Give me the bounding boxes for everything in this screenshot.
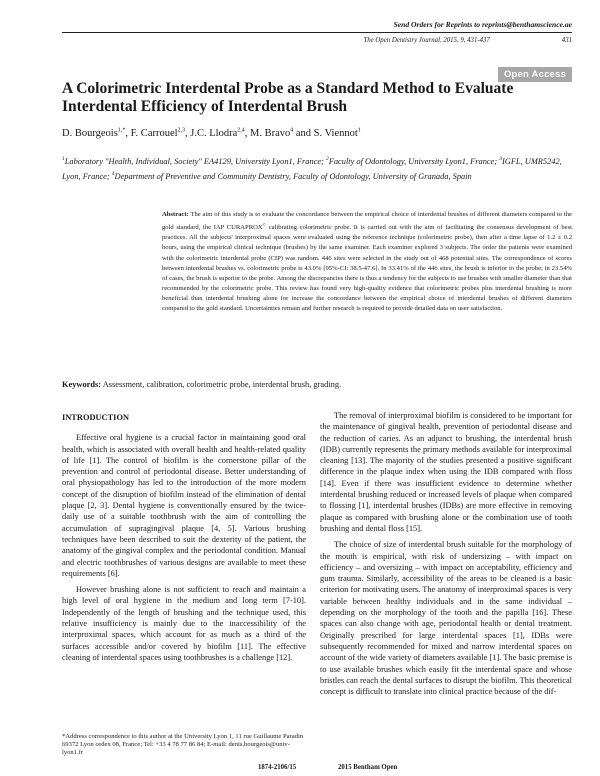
author-affiliation-ref: 2,3 <box>177 127 186 133</box>
author: F. Carrouel$^{2,3}$, <box>130 127 191 139</box>
affiliation: Faculty of Odontology, University Lyon1, France; <box>328 156 500 166</box>
author: D. Bourgeois$^{1,*}$, <box>62 127 131 139</box>
affiliations <box>62 153 572 183</box>
paragraph: The choice of size of interdental brush suitable for the morphology of the mouth is empirical, with risk of undersizing – with impact on efficiency – and oversizing – with impact on acceptability, efficiency and gum trauma. Similarly, accessibility of the areas to be cleaned is a basic criterion for motivating users. The anatomy of interproximal spaces is very variable between healthy individuals and in the same individual – depending on the morphology of the tooth and the papilla [16]. These spaces can also change with age, periodontal health or dental treatment. Originally prescribed for large interdental spaces [1], IDBs were subsequently recommended for mixed and narrow interdental spaces on account of the wide variety of diameters available [1]. The basic premise is to use available brushes which easily fit the interdental space and whose bristles can reach the dental surfaces to disrupt the biofilm. This theoretical concept is difficult to translate into clinical practice because of the dif- <box>320 540 572 697</box>
author-list <box>62 127 572 139</box>
left-column <box>62 412 306 663</box>
journal-reference: The Open Dentistry Journal, 2015, 9, 431-437 <box>363 37 490 44</box>
affiliation: Laboratory "Health, Individual, Society" EA4129, University Lyon1, France; <box>64 156 326 166</box>
reprints-notice: Send Orders for Reprints to reprints@benthamscience.ae <box>393 20 572 29</box>
correspondence-footnote: *Address correspondence to this author at the University Lyon 1, 11 rue Guillaume Paradin 69372 Lyon cedex 08, France; Tel: +33 4 78 77 86 84; E-mail: denis.bourgeois@univ-lyon1.fr <box>62 733 304 757</box>
author-affiliation-ref: 4 <box>290 127 294 133</box>
affiliation: Department of Preventive and Community Dentistry, Faculty of Odontology, University of Granada, Spain <box>114 172 472 181</box>
affiliation-number: 1 <box>62 156 65 162</box>
affiliation-number: 3 <box>499 156 502 162</box>
header-rule <box>62 32 572 33</box>
keywords <box>62 380 572 389</box>
author-affiliation-ref: 2,4 <box>237 127 245 133</box>
paragraph: Effective oral hygiene is a crucial factor in maintaining good oral health, which is associated with overall health and health-related quality of life [1]. The control of biofilm is the cornerstone pillar of the prevention and control of periodontal disease. Better understanding of oral physiopathology has led to the introduction of the more modern concept of the disruption of biofilm instead of the elimination of dental plaque [2, 3]. Dental hygiene is conventionally ensured by the twice-daily use of a suitable toothbrush with the aim of controlling the accumulation of supragingival plaque [4, 5]. Various brushing techniques have been described to suit the dexterity of the patient, the anatomy of the gingival complex and the periodontal condition. Manual and electric toothbrushes of various designs are available to meet these requirements [6]. <box>62 433 306 578</box>
author-name: S. Viennot <box>313 127 358 139</box>
author: J.C. Llodra$^{2,4}$, <box>190 127 250 139</box>
publisher: 2015 Bentham Open <box>338 764 398 771</box>
affiliation: IGFL, UMR5242, Lyon, France; <box>62 156 562 181</box>
author-affiliation-ref: 1 <box>357 127 361 133</box>
article-title: A Colorimetric Interdental Probe as a Standard Method to Evaluate Interdental Efficiency of Interdental Brush <box>62 80 514 115</box>
abstract-text-continued: calibrating colorimetric probe. It is carried out with the aim of facilitating the consensus development of best practices. All the subjects' interproximal spaces were evaluated using the reference technique (colorimetric probe), then after a time lapse of 1.2 ± 0.2 hours, using the empirical clinical technique (brushes) by the same examiner. Each examiner explored 3 subjects. The order the patients were examined with the colorimetric interdental probe (CIP) was random. 446 sites were selected in the study out of 468 potential sites. The correspondence of scores between interdental brushes vs. colorimetric probe is 43.0% [95%-CI: 38.5-47.6]. In 33.41% of the 446 sites, the brush is inferior to the probe; in 23.54% of cases, the brush is superior to the probe. Among the discrepancies there is thus a tendency for the subjects to use brushes with smaller diameter than that recommended by the colorimetric probe. This review has found very high-quality evidence that colorimetric probes plus interdental brushing is more beneficial than interdental brushing alone for increase the concordance between the empirical choice of interdental brushes of different diameters compared to the gold standard. Uncertainties remain and further research is required to provide detailed data on user satisfaction. <box>162 224 573 313</box>
journal-header <box>0 37 572 44</box>
author <box>314 128 361 139</box>
abstract <box>162 210 572 314</box>
paragraph: The removal of interproximal biofilm is considered to be important for the maintenance of gingival health, prevention of periodontal disease and the reduction of caries. As an adjunct to brushing, the interdental brush (IDB) currently represents the primary methods available for interproximal cleaning [13]. The majority of the studies presented a positive significant difference in the plaque index when using the IDB compared with floss [14]. Even if there was insufficient evidence to determine whether interdental brushing reduced or increased levels of plaque when compared to flossing [1], interdental brushes (IDBs) are more effective in removing plaque as compared with brushing alone or the combination use of tooth brushing and dental floss [15]. <box>320 411 572 533</box>
author: M. Bravo$^4$ and <box>250 127 314 139</box>
paragraph: However brushing alone is not sufficient to reach and maintain a high level of oral hygiene in the medium and long term [7-10]. Independently of the length of brushing and the technique used, this relative insufficiency is mainly due to the inaccessibility of the interproximal spaces, which account for as much as a third of the surfaces accessible and/or covered by biofilm [11]. The effective cleaning of interdental spaces using toothbrushes is a challenge [12]. <box>62 585 306 662</box>
open-access-badge: Open Access <box>498 67 572 82</box>
copyright-mark: © <box>262 222 267 228</box>
affiliation-number: 4 <box>111 171 115 178</box>
author-name: J.C. Llodra <box>190 127 238 139</box>
right-column <box>320 410 572 697</box>
abstract-text: The aim of this study is to evaluate the concordance between the empirical choice of interdental brushes of different diameters compared to the gold standard, the IAP CURAPROX <box>162 211 572 232</box>
abstract-label: Abstract: <box>162 211 189 218</box>
affiliation-number: 2 <box>326 156 329 162</box>
author-name: D. Bourgeois <box>62 127 118 139</box>
author-name: M. Bravo <box>250 127 291 139</box>
issn: 1874-2106/15 <box>258 764 297 771</box>
author-name: F. Carrouel <box>130 127 178 139</box>
keywords-text: Assessment, calibration, colorimetric probe, interdental brush, grading. <box>101 380 342 389</box>
section-heading-introduction: INTRODUCTION <box>62 413 130 422</box>
author-affiliation-ref: 1,* <box>117 127 126 133</box>
page-number: 431 <box>561 37 572 44</box>
keywords-label: Keywords: <box>62 380 102 389</box>
